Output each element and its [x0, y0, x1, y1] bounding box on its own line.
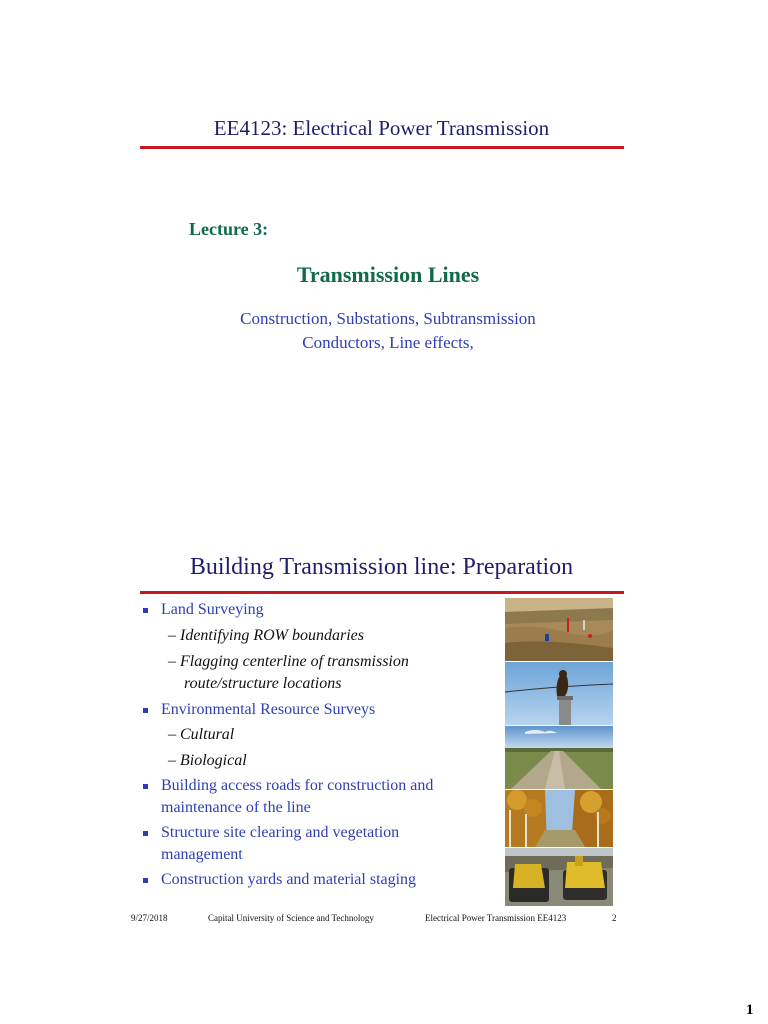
bullet-marker	[143, 708, 148, 713]
bullet-marker	[143, 608, 148, 613]
cleared-forest-corridor-photo	[505, 790, 613, 847]
bullet-access-roads: Building access roads for construction and	[161, 777, 434, 794]
subitem-row-boundaries: – Identifying ROW boundaries	[168, 627, 364, 644]
bullet-site-clearing: Structure site clearing and vegetation	[161, 824, 400, 841]
lecture-topic: Transmission Lines	[296, 262, 480, 287]
footer-institution: Capital University of Science and Technology	[208, 913, 374, 923]
bullet-land-surveying: Land Surveying	[161, 601, 264, 618]
hawk-on-pole-photo	[505, 662, 613, 725]
bullet-access-roads-cont: maintenance of the line	[161, 799, 311, 816]
footer-date: 9/27/2018	[131, 913, 168, 923]
subitem-flagging-centerline: – Flagging centerline of transmission	[168, 653, 409, 670]
footer-slide-number: 2	[612, 913, 617, 923]
gravel-access-road-photo	[505, 726, 613, 789]
bullet-marker	[143, 831, 148, 836]
subtopics-line-1: Construction, Substations, Subtransmission	[240, 309, 536, 328]
bullet-marker	[143, 784, 148, 789]
subitem-flagging-centerline-cont: route/structure locations	[184, 675, 342, 692]
bullet-site-clearing-cont: management	[161, 846, 243, 863]
subitem-cultural: – Cultural	[168, 726, 235, 743]
construction-yard-equipment-photo	[505, 848, 613, 906]
title-divider	[140, 146, 624, 149]
slide-title: Building Transmission line: Preparation	[189, 554, 574, 580]
bullet-environmental-surveys: Environmental Resource Surveys	[161, 701, 376, 718]
lecture-label: Lecture 3:	[189, 219, 269, 239]
subtopics-line-2: Conductors, Line effects,	[302, 333, 474, 352]
surveyors-in-field-photo	[505, 598, 613, 661]
bullet-construction-yards: Construction yards and material staging	[161, 871, 417, 888]
subitem-biological: – Biological	[168, 752, 247, 769]
footer-course: Electrical Power Transmission EE4123	[425, 913, 567, 923]
page-number: 1	[746, 1002, 754, 1018]
title-divider	[140, 591, 624, 594]
bullet-marker	[143, 878, 148, 883]
course-title: EE4123: Electrical Power Transmission	[213, 116, 550, 140]
